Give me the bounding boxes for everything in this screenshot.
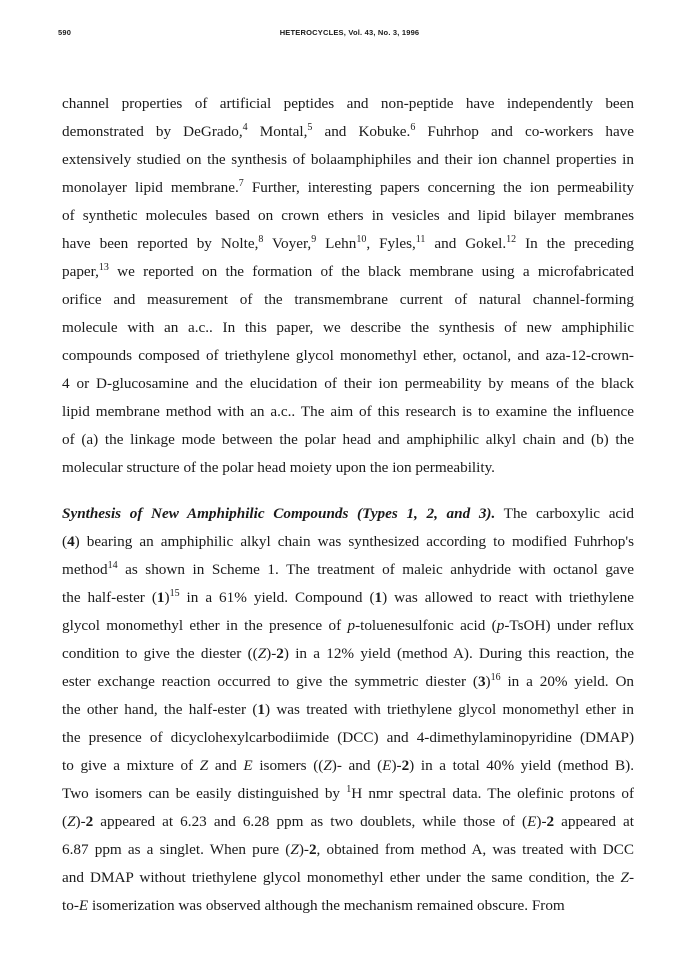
text-line xyxy=(62,314,634,342)
reference-superscript: 1 xyxy=(346,784,352,795)
text-run: H nmr spectral data. The olefinic protons of xyxy=(351,785,634,802)
text-run: we reported on the formation of the black membrane using a microfabricated xyxy=(108,263,634,280)
compound-number: 1 xyxy=(257,701,265,718)
compound-number: 3 xyxy=(477,673,486,690)
text-run: compounds composed of triethylene glycol monomethyl ether, octanol, and aza-12-crown- xyxy=(62,347,634,364)
text-line xyxy=(62,398,634,426)
text-line xyxy=(62,426,634,454)
text-run: , Fyles, xyxy=(366,235,416,252)
text-run: The carboxylic acid xyxy=(495,505,634,522)
text-run: Lehn xyxy=(316,235,357,252)
text-run: and Kobuke. xyxy=(312,123,411,140)
text-run: Two isomers can be easily distinguished by xyxy=(62,785,347,802)
text-line xyxy=(62,584,634,612)
text-line xyxy=(62,528,634,556)
text-line xyxy=(62,724,634,752)
text-run: channel properties of artificial peptides and non-peptide have independently been xyxy=(62,95,634,112)
text-run: -TsOH) under reflux xyxy=(504,617,634,634)
text-run: in a 61% yield. Compound ( xyxy=(179,589,375,606)
text-run: ) xyxy=(485,673,491,690)
text-run: orifice and measurement of the transmembrane current of natural channel-forming xyxy=(62,291,634,308)
text-run: )- xyxy=(536,813,547,830)
text-line xyxy=(62,808,634,836)
compound-number: 2 xyxy=(308,841,317,858)
text-run: condition to give the diester (( xyxy=(62,645,258,662)
reference-superscript: 8 xyxy=(258,234,264,245)
text-run: have been reported by Nolte, xyxy=(62,235,259,252)
text-run: appeared at 6.23 and 6.28 ppm as two doublets, while those of ( xyxy=(93,813,528,830)
text-line xyxy=(62,500,634,528)
paragraph-synthesis xyxy=(62,500,634,920)
text-run: glycol monomethyl ether in the presence of xyxy=(62,617,348,634)
text-line xyxy=(62,146,634,174)
text-run: isomers (( xyxy=(252,757,324,774)
text-run: , obtained from method A, was treated with DCC xyxy=(316,841,634,858)
compound-number: 4 xyxy=(67,533,75,550)
reference-superscript: 9 xyxy=(311,234,317,245)
text-line xyxy=(62,556,634,584)
italic-run: Z xyxy=(257,645,267,662)
reference-superscript: 15 xyxy=(169,588,180,599)
reference-superscript: 13 xyxy=(98,262,109,273)
text-run: and DMAP without triethylene glycol monomethyl ether under the same condition, the xyxy=(62,869,621,886)
text-line xyxy=(62,342,634,370)
italic-run: Z xyxy=(67,813,76,830)
italic-run: E xyxy=(78,897,89,914)
text-run: to give a mixture of xyxy=(62,757,200,774)
text-line xyxy=(62,286,634,314)
compound-number: 1 xyxy=(374,589,383,606)
text-run: 6.87 ppm as a singlet. When pure ( xyxy=(62,841,291,858)
text-line xyxy=(62,696,634,724)
text-run: extensively studied on the synthesis of bolaamphiphiles and their ion channel properties in xyxy=(62,151,634,168)
text-run: method xyxy=(62,561,108,578)
italic-run: p xyxy=(347,617,356,634)
text-line xyxy=(62,370,634,398)
text-run: appeared at xyxy=(554,813,634,830)
text-run: 4 or D-glucosamine and the elucidation of their ion permeability by means of the black xyxy=(62,375,634,392)
text-line xyxy=(62,230,634,258)
text-line xyxy=(62,90,634,118)
reference-superscript: 12 xyxy=(506,234,517,245)
italic-run: E xyxy=(527,813,537,830)
text-run: ) xyxy=(164,589,170,606)
section-run-in-heading: Synthesis of New Amphiphilic Compounds (Types 1, 2, and 3). xyxy=(62,505,496,522)
text-line xyxy=(62,202,634,230)
text-run: )- xyxy=(298,841,309,858)
text-run: )- xyxy=(391,757,402,774)
text-run: ) bearing an amphiphilic alkyl chain was synthesized according to modified Fuhrhop's xyxy=(74,533,634,550)
text-run: ( xyxy=(62,533,68,550)
text-run: molecular structure of the polar head moiety upon the ion permeability. xyxy=(62,459,495,476)
italic-run: p xyxy=(496,617,505,634)
text-run: and xyxy=(208,757,244,774)
text-line xyxy=(62,892,634,920)
compound-number: 2 xyxy=(401,757,410,774)
compound-number: 2 xyxy=(276,645,284,662)
text-run: Fuhrhop and co-workers have xyxy=(415,123,634,140)
compound-number: 2 xyxy=(546,813,555,830)
text-run: ( xyxy=(62,813,68,830)
text-run: the half-ester ( xyxy=(62,589,157,606)
text-run: demonstrated by DeGrado, xyxy=(62,123,243,140)
italic-run: Z xyxy=(290,841,299,858)
text-run: Montal, xyxy=(247,123,308,140)
text-run: paper, xyxy=(62,263,99,280)
text-run: of (a) the linkage mode between the polar head and amphiphilic alkyl chain and (b) the xyxy=(62,431,634,448)
text-run: and Gokel. xyxy=(425,235,507,252)
reference-superscript: 11 xyxy=(415,234,426,245)
text-run: the other hand, the half-ester ( xyxy=(62,701,258,718)
reference-superscript: 6 xyxy=(410,122,416,133)
text-run: - xyxy=(628,869,634,886)
italic-run: Z xyxy=(323,757,332,774)
text-line xyxy=(62,752,634,780)
text-run: -toluenesulfonic acid ( xyxy=(355,617,497,634)
text-line xyxy=(62,780,634,808)
italic-run: Z xyxy=(620,869,629,886)
paragraph-introduction xyxy=(62,90,634,482)
text-run: )- xyxy=(75,813,86,830)
reference-superscript: 10 xyxy=(356,234,367,245)
text-line xyxy=(62,454,634,482)
text-line xyxy=(62,836,634,864)
text-line xyxy=(62,864,634,892)
text-run: to- xyxy=(62,897,79,914)
text-run: ) was allowed to react with triethylene xyxy=(382,589,634,606)
text-run: )- and ( xyxy=(331,757,383,774)
text-line xyxy=(62,668,634,696)
text-run: )- xyxy=(266,645,277,662)
text-line xyxy=(62,118,634,146)
page-number: 590 xyxy=(58,28,72,37)
italic-run: E xyxy=(243,757,253,774)
journal-title: HETEROCYCLES, Vol. 43, No. 3, 1996 xyxy=(279,28,420,37)
text-run: ) was treated with triethylene glycol monomethyl ether in xyxy=(264,701,634,718)
reference-superscript: 5 xyxy=(307,122,313,133)
text-run: ) in a total 40% yield (method B). xyxy=(409,757,634,774)
compound-number: 1 xyxy=(156,589,165,606)
text-run: Voyer, xyxy=(263,235,312,252)
reference-superscript: 16 xyxy=(490,672,501,683)
text-run: lipid membrane method with an a.c.. The aim of this research is to examine the influence xyxy=(62,403,634,420)
reference-superscript: 4 xyxy=(242,122,248,133)
running-header xyxy=(58,28,641,48)
italic-run: Z xyxy=(199,757,209,774)
italic-run: E xyxy=(382,757,392,774)
text-line xyxy=(62,612,634,640)
text-run: the presence of dicyclohexylcarbodiimide (DCC) and 4-dimethylaminopyridine (DMAP) xyxy=(62,729,634,746)
text-run: as shown in Scheme 1. The treatment of maleic anhydride with octanol gave xyxy=(117,561,634,578)
text-run: of synthetic molecules based on crown ethers in vesicles and lipid bilayer membranes xyxy=(62,207,634,224)
reference-superscript: 7 xyxy=(238,178,244,189)
text-run: monolayer lipid membrane. xyxy=(62,179,239,196)
text-run: ) in a 12% yield (method A). During this reaction, the xyxy=(283,645,634,662)
text-line xyxy=(62,258,634,286)
text-run: Further, interesting papers concerning the ion permeability xyxy=(243,179,634,196)
text-run: in a 20% yield. On xyxy=(500,673,634,690)
text-line xyxy=(62,640,634,668)
text-run: ester exchange reaction occurred to give the symmetric diester ( xyxy=(62,673,478,690)
reference-superscript: 14 xyxy=(107,560,118,571)
text-line xyxy=(62,174,634,202)
text-run: molecule with an a.c.. In this paper, we describe the synthesis of new amphiphilic xyxy=(62,319,634,336)
text-run: isomerization was observed although the mechanism remained obscure. From xyxy=(88,897,565,914)
text-run: In the preceding xyxy=(516,235,634,252)
compound-number: 2 xyxy=(85,813,94,830)
